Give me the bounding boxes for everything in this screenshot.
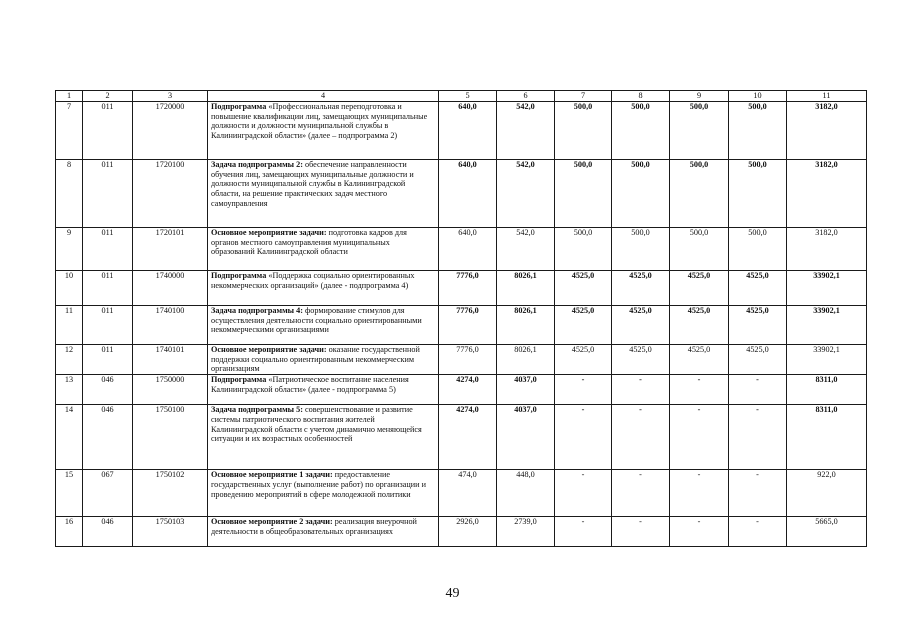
value-cell: - — [555, 517, 612, 547]
column-header-6: 6 — [497, 91, 555, 102]
item-description: «Поддержка социально ориентированных некоммерческих организаций» (далее - подпрограмма 4) — [211, 271, 415, 290]
item-description: оказание государственной поддержки социально ориентированным некоммерческим организациям — [211, 345, 420, 374]
value-cell: 8026,1 — [497, 345, 555, 375]
item-name-cell — [208, 271, 439, 306]
table-row — [56, 160, 867, 228]
value-cell: 4525,0 — [670, 345, 729, 375]
code-cell: 011 — [83, 160, 133, 228]
target-code-cell: 1740100 — [133, 306, 208, 345]
value-cell: - — [555, 375, 612, 405]
header-row — [56, 91, 867, 102]
value-cell: 4525,0 — [612, 345, 670, 375]
value-cell: - — [612, 470, 670, 517]
code-cell: 046 — [83, 375, 133, 405]
item-name-cell — [208, 228, 439, 271]
item-name-cell — [208, 470, 439, 517]
item-title: Основное мероприятие задачи: — [211, 228, 327, 237]
row-number: 9 — [56, 228, 83, 271]
column-header-9: 9 — [670, 91, 729, 102]
value-cell: 500,0 — [670, 102, 729, 160]
value-cell: - — [555, 470, 612, 517]
column-header-2: 2 — [83, 91, 133, 102]
value-cell: 7776,0 — [439, 306, 497, 345]
target-code-cell: 1720100 — [133, 160, 208, 228]
value-cell: 640,0 — [439, 102, 497, 160]
table-row — [56, 470, 867, 517]
target-code-cell: 1750103 — [133, 517, 208, 547]
value-cell: 500,0 — [612, 160, 670, 228]
item-name-cell — [208, 160, 439, 228]
item-title: Подпрограмма — [211, 375, 267, 385]
row-number: 16 — [56, 517, 83, 547]
item-title: Основное мероприятие 1 задачи: — [211, 470, 333, 480]
value-cell: 4525,0 — [729, 271, 787, 306]
table-row — [56, 517, 867, 547]
item-description: реализация внеурочной деятельности в общеобразовательных организациях — [211, 517, 417, 536]
value-cell: - — [612, 517, 670, 547]
code-cell: 011 — [83, 345, 133, 375]
code-cell: 011 — [83, 228, 133, 271]
target-code-cell: 1720101 — [133, 228, 208, 271]
value-cell: 500,0 — [729, 228, 787, 271]
item-name-cell — [208, 345, 439, 375]
column-header-3: 3 — [133, 91, 208, 102]
row-number: 15 — [56, 470, 83, 517]
column-header-10: 10 — [729, 91, 787, 102]
value-cell: - — [670, 517, 729, 547]
column-header-1: 1 — [56, 91, 83, 102]
row-number: 11 — [56, 306, 83, 345]
item-name-cell — [208, 517, 439, 547]
row-number: 7 — [56, 102, 83, 160]
value-cell: - — [612, 405, 670, 470]
value-cell: 4525,0 — [670, 271, 729, 306]
item-name-cell — [208, 102, 439, 160]
row-number: 8 — [56, 160, 83, 228]
value-cell: - — [729, 470, 787, 517]
value-cell: 500,0 — [729, 160, 787, 228]
code-cell: 046 — [83, 405, 133, 470]
value-cell: 542,0 — [497, 228, 555, 271]
item-description: «Профессиональная переподготовка и повышение квалификации лиц, замещающих муниципальные должности и должности муниципальной службы в Калининградской области» (далее – подпрограмма 2) — [211, 102, 428, 141]
item-description: формирование стимулов для осуществления деятельности социально ориентированными некоммерческими организациями — [211, 306, 422, 335]
row-number: 10 — [56, 271, 83, 306]
value-cell: 4037,0 — [497, 375, 555, 405]
value-cell: 4525,0 — [729, 306, 787, 345]
table-row — [56, 102, 867, 160]
value-cell: 542,0 — [497, 160, 555, 228]
item-name-cell — [208, 375, 439, 405]
item-title: Основное мероприятие задачи: — [211, 345, 327, 354]
target-code-cell: 1740101 — [133, 345, 208, 375]
table-row — [56, 228, 867, 271]
value-cell: 4037,0 — [497, 405, 555, 470]
value-cell: 8311,0 — [787, 375, 867, 405]
value-cell: 33902,1 — [787, 345, 867, 375]
item-title: Подпрограмма — [211, 102, 267, 111]
value-cell: 4525,0 — [555, 345, 612, 375]
value-cell: 4274,0 — [439, 405, 497, 470]
value-cell: - — [670, 405, 729, 470]
budget-table — [55, 90, 867, 547]
value-cell: 4525,0 — [612, 271, 670, 306]
value-cell: - — [729, 405, 787, 470]
item-title: Задача подпрограммы 4: — [211, 306, 303, 315]
item-name-cell — [208, 306, 439, 345]
item-description: обеспечение направленности обучения лиц, замещающих муниципальные должности и должности муниципальной службы в Калининградской области, на решение практических задач местного самоуправления — [211, 160, 414, 208]
target-code-cell: 1720000 — [133, 102, 208, 160]
value-cell: 500,0 — [670, 228, 729, 271]
page-number: 49 — [445, 586, 460, 601]
value-cell: 4525,0 — [555, 306, 612, 345]
value-cell: 542,0 — [497, 102, 555, 160]
value-cell: 4274,0 — [439, 375, 497, 405]
item-description: совершенствование и развитие системы патриотического воспитания жителей Калининградской области с учетом динамично меняющейся ситуации и их возрастных особенностей — [211, 405, 422, 444]
column-header-7: 7 — [555, 91, 612, 102]
item-title: Подпрограмма — [211, 271, 267, 280]
column-header-11: 11 — [787, 91, 867, 102]
value-cell: 5665,0 — [787, 517, 867, 547]
item-name-cell — [208, 405, 439, 470]
value-cell: 3182,0 — [787, 160, 867, 228]
table-row — [56, 405, 867, 470]
value-cell: 3182,0 — [787, 102, 867, 160]
code-cell: 067 — [83, 470, 133, 517]
value-cell: - — [729, 517, 787, 547]
table-row — [56, 306, 867, 345]
value-cell: 4525,0 — [670, 306, 729, 345]
value-cell: 474,0 — [439, 470, 497, 517]
value-cell: - — [729, 375, 787, 405]
item-description: предоставление государственных услуг (выполнение работ) по организации и проведению мероприятий в сфере молодежной политики — [211, 470, 426, 499]
value-cell: 8026,1 — [497, 306, 555, 345]
column-header-5: 5 — [439, 91, 497, 102]
value-cell: 500,0 — [612, 102, 670, 160]
value-cell: 500,0 — [612, 228, 670, 271]
code-cell: 046 — [83, 517, 133, 547]
value-cell: 4525,0 — [555, 271, 612, 306]
target-code-cell: 1750102 — [133, 470, 208, 517]
value-cell: 2926,0 — [439, 517, 497, 547]
item-description: подготовка кадров для органов местного самоуправления муниципальных образований Калининградской области — [211, 228, 407, 257]
code-cell: 011 — [83, 306, 133, 345]
value-cell: 500,0 — [555, 102, 612, 160]
target-code-cell: 1750000 — [133, 375, 208, 405]
value-cell: 640,0 — [439, 228, 497, 271]
value-cell: 7776,0 — [439, 345, 497, 375]
row-number: 13 — [56, 375, 83, 405]
value-cell: - — [670, 375, 729, 405]
item-title: Задача подпрограммы 5: — [211, 405, 303, 415]
item-title: Задача подпрограммы 2: — [211, 160, 303, 169]
table-row — [56, 375, 867, 405]
item-description: «Патриотическое воспитание населения Калининградской области» (далее - подпрограмма 5) — [211, 375, 409, 394]
item-title: Основное мероприятие 2 задачи: — [211, 517, 333, 527]
value-cell: 500,0 — [555, 160, 612, 228]
code-cell: 011 — [83, 271, 133, 306]
value-cell: 4525,0 — [729, 345, 787, 375]
value-cell: 33902,1 — [787, 306, 867, 345]
value-cell: 4525,0 — [612, 306, 670, 345]
value-cell: 500,0 — [555, 228, 612, 271]
table-row — [56, 271, 867, 306]
row-number: 12 — [56, 345, 83, 375]
column-header-4: 4 — [208, 91, 439, 102]
row-number: 14 — [56, 405, 83, 470]
value-cell: 33902,1 — [787, 271, 867, 306]
target-code-cell: 1750100 — [133, 405, 208, 470]
code-cell: 011 — [83, 102, 133, 160]
value-cell: - — [612, 375, 670, 405]
column-header-8: 8 — [612, 91, 670, 102]
value-cell: 640,0 — [439, 160, 497, 228]
value-cell: - — [670, 470, 729, 517]
value-cell: 448,0 — [497, 470, 555, 517]
value-cell: 7776,0 — [439, 271, 497, 306]
table-body — [56, 102, 867, 547]
target-code-cell: 1740000 — [133, 271, 208, 306]
value-cell: 922,0 — [787, 470, 867, 517]
value-cell: 8026,1 — [497, 271, 555, 306]
value-cell: 8311,0 — [787, 405, 867, 470]
value-cell: - — [555, 405, 612, 470]
value-cell: 500,0 — [729, 102, 787, 160]
value-cell: 500,0 — [670, 160, 729, 228]
table-row — [56, 345, 867, 375]
value-cell: 3182,0 — [787, 228, 867, 271]
value-cell: 2739,0 — [497, 517, 555, 547]
